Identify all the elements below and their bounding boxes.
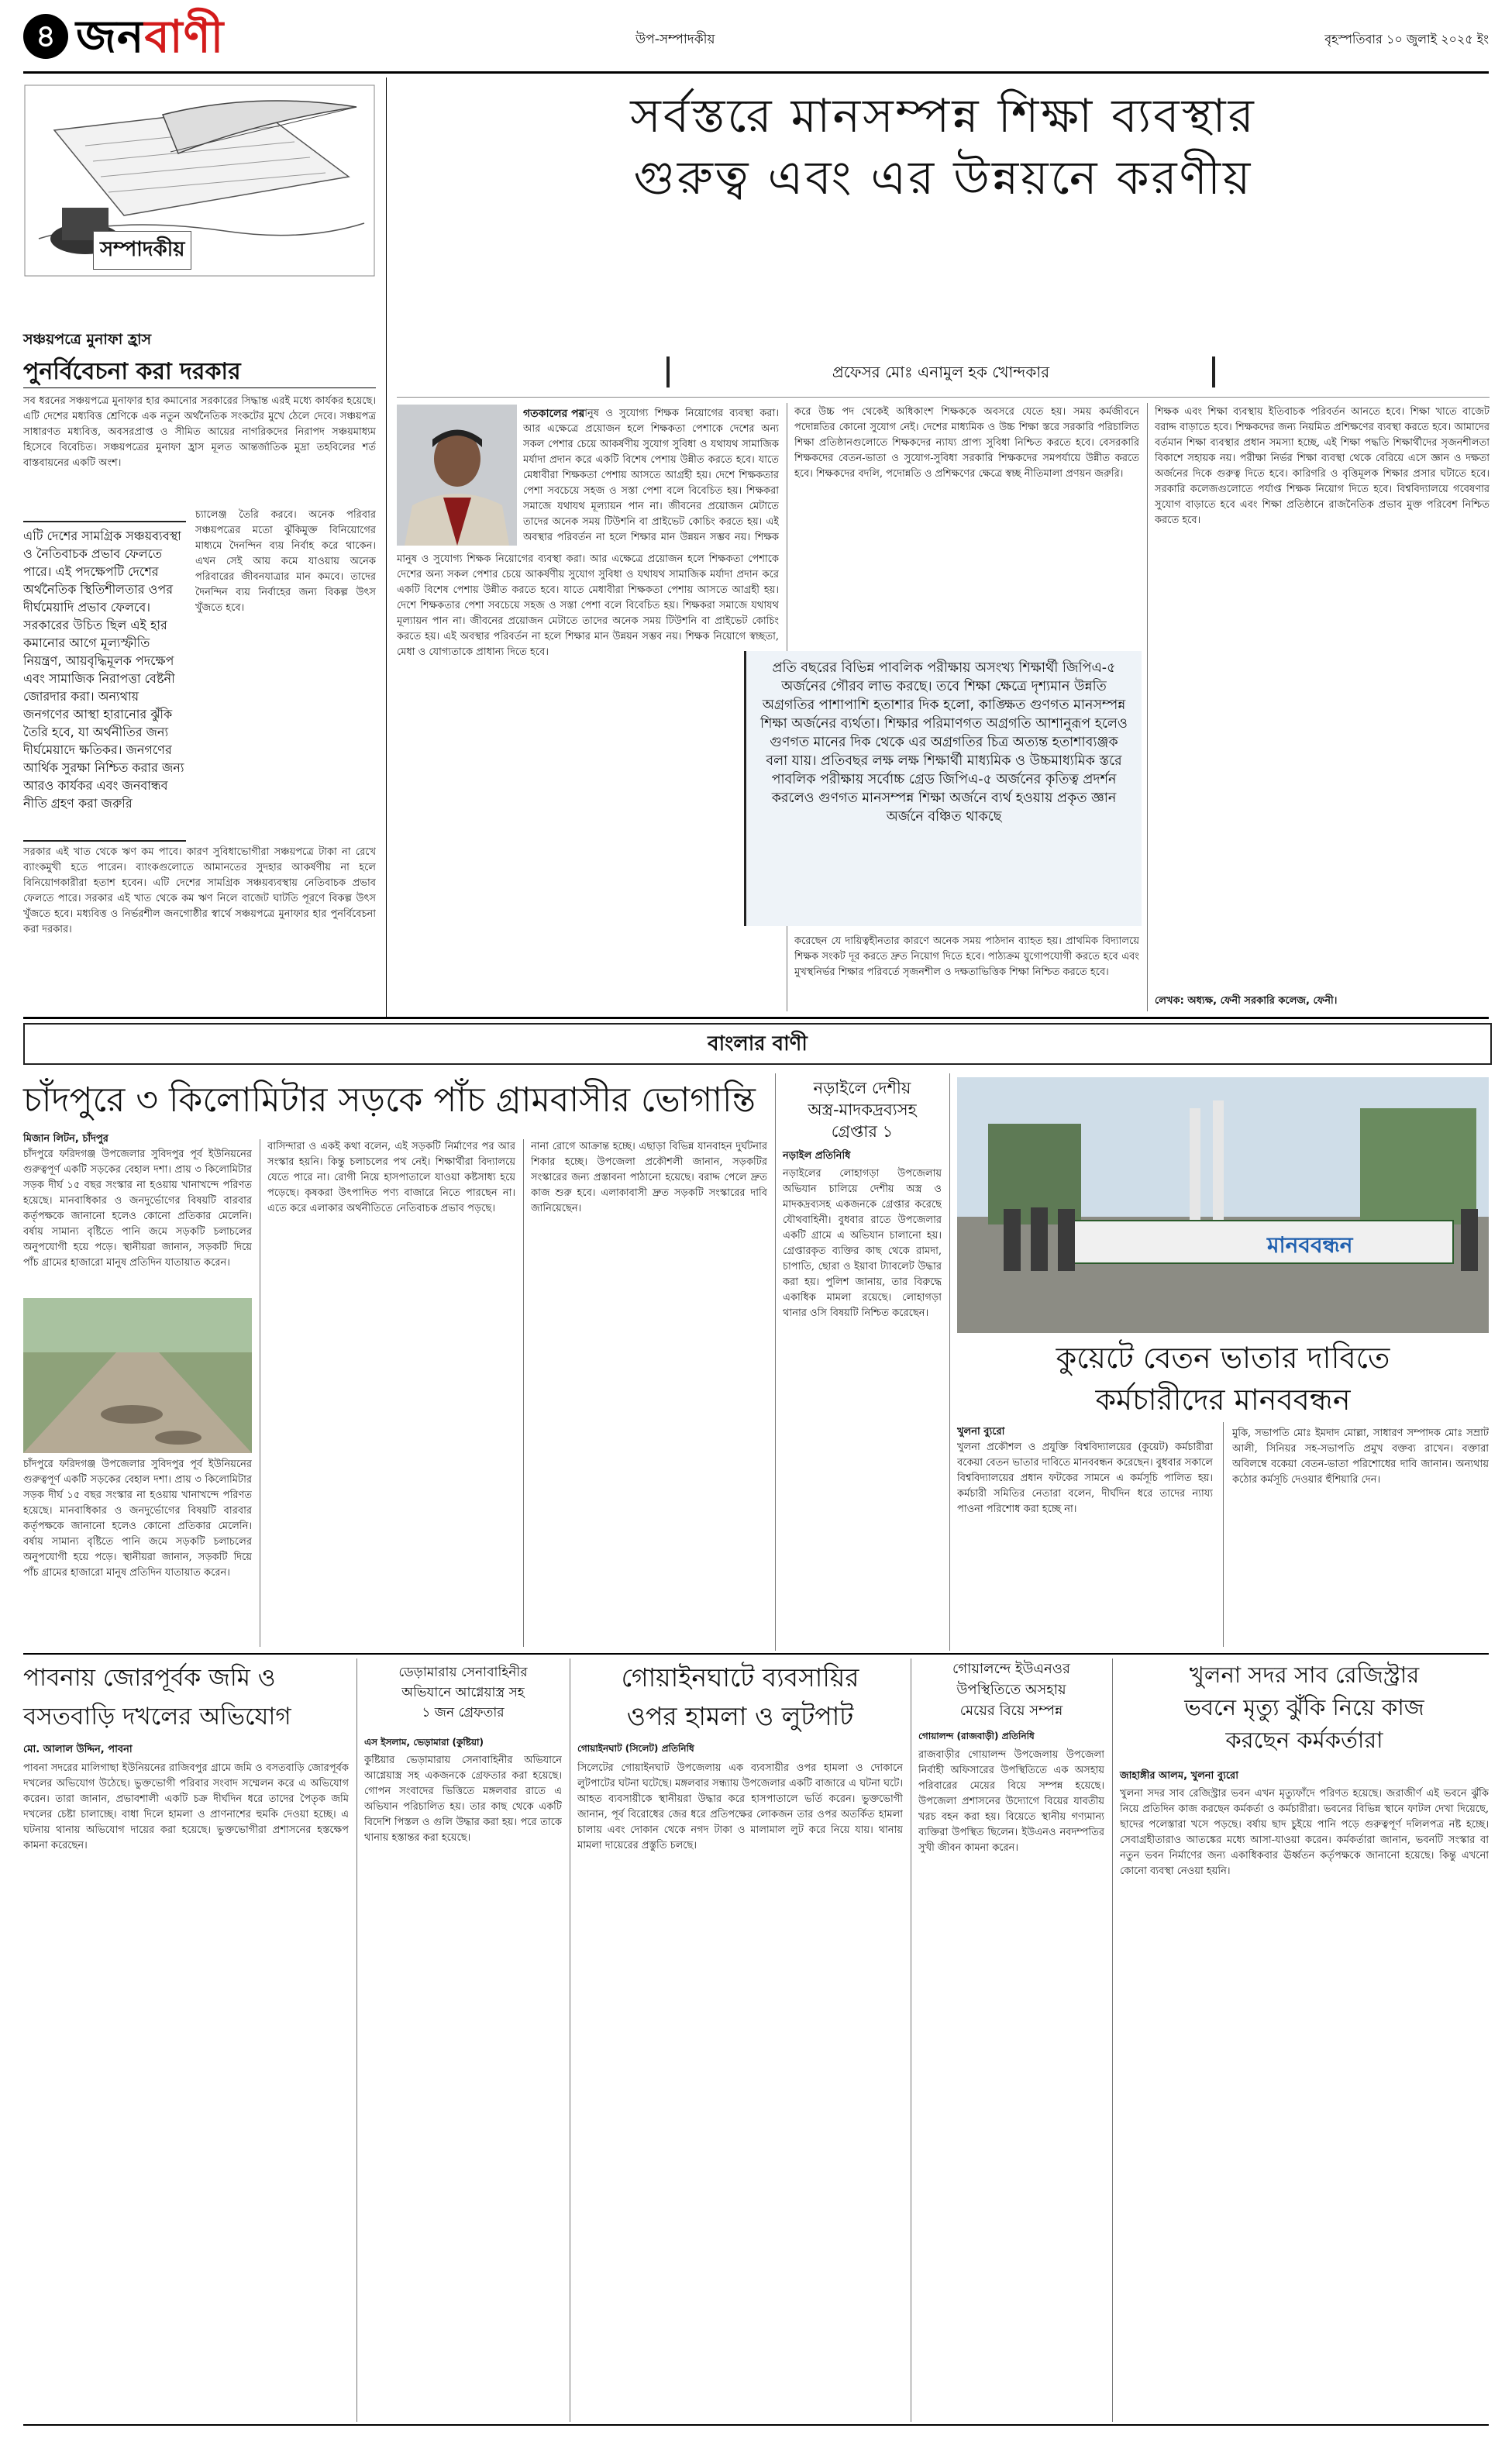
pabna-body: পাবনা সদরের মালিগাছা ইউনিয়নের রাজিবপুর গ্রামে জমি ও বসতবাড়ি জোরপূর্বক দখলের অভিযোগ উঠেছে। ভুক্তভোগী পরিবার সংবাদ সম্মেলন করে এ অভিযোগ করেন। তারা জানান, প্রভাবশালী একটি চক্র দীর্ঘদিন ধরে তাদের পৈতৃক জমি দখলের চেষ্টা চালাচ্ছে। বাধা দিলে হামলা ও প্রাণনাশের হুমকি দেওয়া হচ্ছে। এ ঘটনায় থানায় অভিযোগ দায়ের করা হয়েছে। ভুক্তভোগীরা প্রশাসনের হস্তক্ষেপ কামনা করেছেন। bbox=[23, 1762, 349, 1851]
author-photo bbox=[397, 405, 517, 546]
khulna-headline-line1: খুলনা সদর সাব রেজিস্ট্রার bbox=[1189, 1662, 1420, 1688]
kuwait-divider-left bbox=[949, 1073, 950, 1651]
kuwait-divider-mid bbox=[1223, 1422, 1224, 1647]
editorial-pull-quote bbox=[23, 521, 186, 842]
goainghat-headline-line2: ওপর হামলা ও লুটপাট bbox=[626, 1701, 854, 1731]
pabna-headline-line2: বসতবাড়ি দখলের অভিযোগ bbox=[23, 1703, 291, 1731]
pull-quote-text: এটি দেশের সামগ্রিক সঞ্চয়ব্যবস্থা ও নৈতিবাচক প্রভাব ফেলতে পারে। এই পদক্ষেপটি দেশের অর্থনৈতিক স্থিতিশীলতার ওপর দীর্ঘমেয়াদি প্রভাব ফেলবে। সরকারের উচিত ছিল এই হার কমানোর আগে মূল্যস্ফীতি নিয়ন্ত্রণ, আয়বৃদ্ধিমূলক পদক্ষেপ এবং সামাজিক নিরাপত্তা বেষ্টনী জোরদার করা। অন্যথায় জনগণের আস্থা হারানোর ঝুঁকি তৈরি হবে, যা অর্থনীতির জন্য দীর্ঘমেয়াদে ক্ষতিকর। জনগণের আর্থিক সুরক্ষা নিশ্চিত করার জন্য আরও কার্যকর এবং জনবান্ধব নীতি গ্রহণ করা জরুরি bbox=[23, 529, 184, 811]
feature-col1-body: মানুষ ও সুযোগ্য শিক্ষক নিয়োগের ব্যবস্থা করা। আর এক্ষেত্রে প্রয়োজন হলে শিক্ষকতা পেশাকে দেশের অন্য সকল পেশার চেয়ে আকর্ষণীয় সুযোগ সুবিধা ও যথাযথ সামাজিক মর্যাদা প্রদান করে একটি বিশেষ পেশায় উন্নীত করতে হবে। যাতে মেধাবীরা শিক্ষকতা পেশায় আসতে আগ্রহী হয়। দেশে শিক্ষকতার পেশা সবচেয়ে সহজ ও সস্তা পেশা বলে বিবেচিত হয়। শিক্ষকরা সমাজে যথাযথ মূল্যায়ন পান না। জীবনের প্রয়োজন মেটাতে তাদের অনেক সময় টিউশনি বা প্রাইভেট কোচিং করতে হয়। এই অবস্থার পরিবর্তন না হলে শিক্ষার মান উন্নয়ন সম্ভব নয়। শিক্ষক নিয়োগে স্বচ্ছতা, মেধা ও যোগ্যতাকে প্রাধান্য দিতে হবে। bbox=[397, 553, 779, 658]
narail-headline bbox=[783, 1077, 942, 1142]
khulna-headline-line3: করছেন কর্মকর্তারা bbox=[1225, 1727, 1383, 1753]
narail-divider-left bbox=[775, 1073, 776, 1651]
feature-col1-lead: গতকালের পর bbox=[523, 408, 585, 420]
feature-col2-lower: করেছেন যে দায়িত্বহীনতার কারণে অনেক সময় পাঠদান ব্যাহত হয়। প্রাথমিক বিদ্যালয়ে শিক্ষক সংকট দূর করতে দ্রুত নিয়োগ দিতে হবে। পাঠ্যক্রম যুগোপযোগী করতে হবে এবং মুখস্থনির্ভর শিক্ষার পরিবর্তে সৃজনশীল ও দক্ষতাভিত্তিক শিক্ষা নিশ্চিত করতে হবে। bbox=[794, 935, 1139, 978]
lower-section-rule bbox=[23, 1653, 1489, 1655]
page-number-badge: ৪ bbox=[23, 14, 68, 59]
khulna-headline bbox=[1120, 1658, 1489, 1756]
kuwait-byline: খুলনা ব্যুরো bbox=[957, 1426, 1005, 1438]
section-label: উপ-সম্পাদকীয় bbox=[635, 32, 715, 47]
byline-text: প্রফেসর মোঃ এনামুল হক খোন্দকার bbox=[832, 363, 1050, 381]
pabna-divider bbox=[356, 1658, 357, 2422]
kuwait-body2: মুকি, সভাপতি মোঃ ইমদাদ মোল্লা, সাধারণ সম্পাদক মোঃ সম্রাট আলী, সিনিয়র সহ-সভাপতি প্রমুখ বক্তব্য রাখেন। বক্তারা অবিলম্বে বকেয়া বেতন-ভাতা পরিশোধের দাবি জানান। অন্যথায় কঠোর কর্মসূচি দেওয়ার হুঁশিয়ারি দেন। bbox=[1232, 1428, 1489, 1486]
khulna-body: খুলনা সদর সাব রেজিস্ট্রার ভবন এখন মৃত্যুফাঁদে পরিণত হয়েছে। জরাজীর্ণ এই ভবনে ঝুঁকি নিয়ে প্রতিদিন কাজ করছেন কর্মকর্তা ও কর্মচারীরা। ভবনের বিভিন্ন স্থানে ফাটল দেখা দিয়েছে, ছাদের পলেস্তারা খসে পড়ছে। বর্ষায় ছাদ চুইয়ে পানি পড়ে গুরুত্বপূর্ণ দলিলপত্র নষ্ট হচ্ছে। সেবাগ্রহীতারাও আতঙ্কের মধ্যে আসা-যাওয়া করেন। কর্মকর্তারা জানান, ভবনটি সংস্কার বা নতুন ভবন নির্মাণের জন্য একাধিকবার ঊর্ধ্বতন কর্তৃপক্ষকে জানানো হয়েছে। কিন্তু এখনো কোনো ব্যবস্থা নেওয়া হয়নি। bbox=[1120, 1788, 1489, 1877]
goalanda-headline bbox=[918, 1658, 1104, 1721]
editorial-headline: পুনর্বিবেচনা করা দরকার bbox=[23, 358, 241, 385]
editorial-body-bottom: সরকার এই খাত থেকে ঋণ কম পাবে। কারণ সুবিধাভোগীরা সঞ্চয়পত্রে টাকা না রেখে ব্যাংকমুখী হতে পারেন। ব্যাংকগুলোতে আমানতের সুদহার আকর্ষণীয় না হলে বিনিয়োগকারীরা হতাশ হবেন। এটি দেশের সামগ্রিক সঞ্চয়ব্যবস্থায় নেতিবাচক প্রভাব ফেলতে পারে। সরকার এই খাত থেকে কম ঋণ নিলে বাজেট ঘাটতি পূরণে বিকল্প উৎস খুঁজতে হবে। মধ্যবিত্ত ও নির্ভরশীল জনগোষ্ঠীর স্বার্থে সঞ্চয়পত্রে মুনাফার হার পুনর্বিবেচনা করা দরকার। bbox=[23, 846, 376, 935]
editorial-kicker: সঞ্চয়পত্রে মুনাফা হ্রাস bbox=[23, 331, 152, 348]
chandpur-body3: নানা রোগে আক্রান্ত হচ্ছে। এছাড়া বিভিন্ন যানবাহন দুর্ঘটনার শিকার হচ্ছে। উপজেলা প্রকৌশলী জানান, সড়কটির সংস্কারের জন্য প্রস্তাবনা পাঠানো হয়েছে। বরাদ্দ পেলে দ্রুত কাজ শুরু হবে। এলাকাবাসী দ্রুত সড়কটি সংস্কারের দাবি জানিয়েছেন। bbox=[531, 1141, 767, 1214]
chandpur-headline: চাঁদপুরে ৩ কিলোমিটার সড়কে পাঁচ গ্রামবাসীর ভোগান্তি bbox=[23, 1080, 756, 1120]
chandpur-body: চাঁদপুরে ফরিদগঞ্জ উপজেলার সুবিদপুর পূর্ব ইউনিয়নের গুরুত্বপূর্ণ একটি সড়কের বেহাল দশা। প্রায় ৩ কিলোমিটার সড়ক দীর্ঘ ১৫ বছর সংস্কার না হওয়ায় খানাখন্দে পরিণত হয়েছে। মানবাধিকার ও জনদুর্ভোগের বিষয়টি বারবার কর্তৃপক্ষকে জানানো হলেও কোনো প্রতিকার মেলেনি। বর্ষায় সামান্য বৃষ্টিতে পানি জমে সড়কটি চলাচলের অনুপযোগী হয়ে পড়ে। স্থানীয়রা জানান, সড়কটি দিয়ে পাঁচ গ্রামের হাজারো মানুষ প্রতিদিন যাতায়াত করেন। bbox=[23, 1149, 252, 1269]
narail-body: নড়াইলের লোহাগড়া উপজেলায় অভিযান চালিয়ে দেশীয় অস্ত্র ও মাদকদ্রব্যসহ একজনকে গ্রেপ্তার করেছে যৌথবাহিনী। বুধবার রাতে উপজেলার একটি গ্রামে এ অভিযান চালানো হয়। গ্রেপ্তারকৃত ব্যক্তির কাছ থেকে রামদা, চাপাতি, ছোরা ও ইয়াবা ট্যাবলেট উদ্ধার করা হয়। পুলিশ জানায়, তার বিরুদ্ধে একাধিক মামলা রয়েছে। লোহাগড়া থানার ওসি বিষয়টি নিশ্চিত করেছেন। bbox=[783, 1168, 942, 1319]
feature-quote-box bbox=[744, 651, 1142, 926]
editorial-divider bbox=[386, 77, 387, 1017]
pabna-headline bbox=[23, 1658, 349, 1736]
goalanda-divider bbox=[1112, 1658, 1113, 2422]
feature-top-rule bbox=[397, 397, 1490, 398]
section-bar bbox=[23, 1023, 1492, 1065]
kuwait-banner-text: মানববন্ধন bbox=[1267, 1232, 1353, 1258]
khulna-headline-line2: ভবনে মৃত্যু ঝুঁকি নিয়ে কাজ bbox=[1184, 1694, 1424, 1720]
issue-date: বৃহস্পতিবার ১০ জুলাই ২০২৫ ইং bbox=[1324, 32, 1489, 46]
damaged-road-icon bbox=[23, 1298, 252, 1453]
human-chain-icon bbox=[957, 1077, 1489, 1333]
goainghat-byline: গোয়াইনঘাট (সিলেট) প্রতিনিধি bbox=[577, 1743, 694, 1754]
narail-headline-line1: নড়াইলে দেশীয় bbox=[813, 1079, 911, 1097]
goainghat-headline bbox=[577, 1658, 903, 1736]
feature-col-divider-2 bbox=[1147, 403, 1148, 1011]
khulna-byline: জাহাঙ্গীর আলম, খুলনা ব্যুরো bbox=[1120, 1770, 1238, 1782]
chandpur-byline: মিজান লিটন, চাঁদপুর bbox=[23, 1133, 108, 1145]
editorial-label-art bbox=[23, 84, 376, 277]
pabna-byline: মো. আলাল উদ্দিন, পাবনা bbox=[23, 1744, 133, 1755]
masthead bbox=[23, 11, 1489, 67]
section-bar-title: বাংলার বাণী bbox=[708, 1032, 808, 1056]
goalanda-byline: গোয়ালন্দ (রাজবাড়ী) প্রতিনিধি bbox=[918, 1731, 1035, 1741]
bheramara-headline-line3: ১ জন গ্রেফতার bbox=[422, 1705, 505, 1720]
chandpur-body-lower: চাঁদপুরে ফরিদগঞ্জ উপজেলার সুবিদপুর পূর্ব ইউনিয়নের গুরুত্বপূর্ণ একটি সড়কের বেহাল দশা। প্রায় ৩ কিলোমিটার সড়ক দীর্ঘ ১৫ বছর সংস্কার না হওয়ায় খানাখন্দে পরিণত হয়েছে। মানবাধিকার ও জনদুর্ভোগের বিষয়টি বারবার কর্তৃপক্ষকে জানানো হলেও কোনো প্রতিকার মেলেনি। বর্ষায় সামান্য বৃষ্টিতে পানি জমে সড়কটি চলাচলের অনুপযোগী হয়ে পড়ে। স্থানীয়রা জানান, সড়কটি দিয়ে পাঁচ গ্রামের হাজারো মানুষ প্রতিদিন যাতায়াত করেন। bbox=[23, 1459, 252, 1579]
goainghat-body: সিলেটের গোয়াইনঘাট উপজেলায় এক ব্যবসায়ীর ওপর হামলা ও দোকানে লুটপাটের ঘটনা ঘটেছে। মঙ্গলবার সন্ধ্যায় উপজেলার একটি বাজারে এ ঘটনা ঘটে। আহত ব্যবসায়ীকে স্থানীয়রা উদ্ধার করে হাসপাতালে ভর্তি করেন। ভুক্তভোগী জানান, পূর্ব বিরোধের জের ধরে প্রতিপক্ষের লোকজন তার ওপর অতর্কিত হামলা চালায় এবং দোকান থেকে নগদ টাকা ও মালামাল লুট করে নিয়ে যায়। থানায় মামলা দায়েরের প্রস্তুতি চলছে। bbox=[577, 1762, 903, 1851]
bheramara-headline bbox=[364, 1662, 562, 1723]
kuwait-headline bbox=[957, 1337, 1489, 1421]
section-top-rule bbox=[23, 1017, 1489, 1019]
narail-headline-line3: গ্রেপ্তার ১ bbox=[831, 1122, 894, 1141]
kuwait-headline-line2: কর্মচারীদের মানববন্ধন bbox=[1095, 1383, 1351, 1417]
goalanda-headline-line1: গোয়ালন্দে ইউএনওর bbox=[952, 1661, 1070, 1677]
editorial-label: সম্পাদকীয় bbox=[93, 231, 191, 270]
feature-quote-text: প্রতি বছরের বিভিন্ন পাবলিক পরীক্ষায় অসংখ্য শিক্ষার্থী জিপিএ-৫ অর্জনের গৌরব লাভ করছে। তবে শিক্ষা ক্ষেত্রে দৃশ্যমান উন্নতি অগ্রগতির পাশাপাশি হতাশার দিক হলো, কাঙ্ক্ষিত গুণগত মানসম্পন্ন শিক্ষা অর্জনের ব্যর্থতা। শিক্ষার পরিমাণগত অগ্রগতি আশানুরূপ হলেও গুণগত মানের দিক থেকে এর অগ্রগতির চিত্র অত্যন্ত হতাশাব্যঞ্জক বলা যায়। প্রতিবছর লক্ষ লক্ষ শিক্ষার্থী মাধ্যমিক ও উচ্চমাধ্যমিক স্তরে পাবলিক পরীক্ষায় সর্বোচ্চ গ্রেড জিপিএ-৫ অর্জনের কৃতিত্ব প্রদর্শন করলেও গুণগত মানসম্পন্ন শিক্ষা অর্জনে ব্যর্থ হওয়ায় প্রকৃত জ্ঞান অর্জনে বঞ্চিত থাকছে bbox=[760, 660, 1128, 825]
bheramara-body: কুষ্টিয়ার ভেড়ামারায় সেনাবাহিনীর অভিযানে আগ্নেয়াস্ত্র সহ একজনকে গ্রেফতার করা হয়েছে। গোপন সংবাদের ভিত্তিতে মঙ্গলবার রাতে এ অভিযান পরিচালিত হয়। তার কাছ থেকে একটি বিদেশি পিস্তল ও গুলি উদ্ধার করা হয়। পরে তাকে থানায় হস্তান্তর করা হয়েছে। bbox=[364, 1755, 562, 1844]
narail-byline: নড়াইল প্রতিনিধি bbox=[783, 1150, 851, 1162]
feature-col1-top: মানুষ ও সুযোগ্য শিক্ষক নিয়োগের ব্যবস্থা করা। আর এক্ষেত্রে প্রয়োজন হলে শিক্ষকতা পেশাকে দেশের অন্য সকল পেশার চেয়ে আকর্ষণীয় সুযোগ সুবিধা ও যথাযথ সামাজিক মর্যাদা প্রদান করে একটি বিশেষ পেশায় উন্নীত করতে হবে। যাতে মেধাবীরা শিক্ষকতা পেশায় আসতে আগ্রহী হয়। দেশে শিক্ষকতার পেশা সবচেয়ে সহজ ও সস্তা পেশা বলে বিবেচিত হয়। শিক্ষকরা সমাজে যথাযথ মূল্যায়ন পান না। জীবনের প্রয়োজন মেটাতে তাদের অনেক সময় টিউশনি বা প্রাইভেট কোচিং করতে হয়। এই অবস্থার পরিবর্তন না হলে শিক্ষার মান উন্নয়ন সম্ভব নয়। শিক্ষক bbox=[523, 408, 779, 543]
masthead-rule bbox=[23, 71, 1489, 74]
kuwait-headline-line1: কুয়েটে বেতন ভাতার দাবিতে bbox=[1056, 1341, 1390, 1375]
editorial-intro: সব ধরনের সঞ্চয়পত্রে মুনাফার হার কমানোর সরকারের সিদ্ধান্ত এরই মধ্যে কার্যকর হয়েছে। এটি দেশের মধ্যবিত্ত শ্রেণিকে এক নতুন অর্থনৈতিক সংকটের মুখে ঠেলে দেবে। সঞ্চয়পত্র সাধারণত মধ্যবিত্ত, অবসরপ্রাপ্ত ও সীমিত আয়ের নাগরিকদের নিরাপদ সঞ্চয়মাধ্যম হিসেবে বিবেচিত। সঞ্চয়পত্রের মুনাফা হ্রাস মূলত আন্তর্জাতিক মুদ্রা তহবিলের শর্ত বাস্তবায়নের একটি অংশ। bbox=[23, 395, 376, 469]
goainghat-headline-line1: গোয়াইনঘাটে ব্যবসায়ির bbox=[621, 1662, 859, 1693]
pabna-headline-line1: পাবনায় জোরপূর্বক জমি ও bbox=[23, 1664, 276, 1692]
feature-col3: শিক্ষক এবং শিক্ষা ব্যবস্থায় ইতিবাচক পরিবর্তন আনতে হবে। শিক্ষা খাতে বাজেট বরাদ্দ বাড়াতে হবে। শিক্ষকদের জন্য নিয়মিত প্রশিক্ষণের ব্যবস্থা করতে হবে। আমাদের বর্তমান শিক্ষা ব্যবস্থার প্রধান সমস্যা হচ্ছে, এই শিক্ষা পদ্ধতি শিক্ষার্থীদের সৃজনশীলতা বিকাশে সহায়ক নয়। পরীক্ষা নির্ভর শিক্ষা ব্যবস্থা থেকে বেরিয়ে এসে জ্ঞান ও দক্ষতা অর্জনের দিকে গুরুত্ব দিতে হবে। কারিগরি ও বৃত্তিমূলক শিক্ষার প্রসার ঘটাতে হবে। সরকারি কলেজগুলোতে পর্যাপ্ত শিক্ষক নিয়োগ দিতে হবে। বিশ্ববিদ্যালয়ে গবেষণার সুযোগ বাড়াতে হবে এবং শিক্ষা প্রতিষ্ঠানে রাজনৈতিক প্রভাব মুক্ত পরিবেশ নিশ্চিত করতে হবে। bbox=[1155, 406, 1490, 526]
logo-part-red: বাণী bbox=[144, 10, 225, 63]
logo-part-black: জন bbox=[76, 10, 145, 63]
goalanda-body: রাজবাড়ীর গোয়ালন্দ উপজেলায় উপজেলা নির্বাহী অফিসারের উপস্থিতিতে এক অসহায় পরিবারের মেয়ের বিয়ে সম্পন্ন হয়েছে। উপজেলা প্রশাসনের উদ্যোগে বিয়ের যাবতীয় খরচ বহন করা হয়। বিয়েতে স্থানীয় গণ্যমান্য ব্যক্তিরা উপস্থিত ছিলেন। ইউএনও নবদম্পতির সুখী জীবন কামনা করেন। bbox=[918, 1749, 1104, 1854]
feature-byline bbox=[666, 356, 1215, 387]
feature-headline bbox=[397, 85, 1490, 209]
bheramara-headline-line1: ডেড়ামারায় সেনাবাহিনীর bbox=[398, 1665, 528, 1680]
chandpur-divider-2 bbox=[523, 1139, 524, 1647]
chandpur-road-photo bbox=[23, 1298, 252, 1453]
editorial-body-right: চ্যালেঞ্জ তৈরি করবে। অনেক পরিবার সঞ্চয়পত্রের মতো ঝুঁকিমুক্ত বিনিয়োগের মাধ্যমে দৈনন্দিন ব্যয় নির্বাহ করে থাকেন। এখন সেই আয় কমে যাওয়ায় অনেক পরিবারের জীবনযাত্রার মান কমবে। তাদের দৈনন্দিন ব্যয় নির্বাহের জন্য বিকল্প উৎস খুঁজতে হবে। bbox=[195, 509, 376, 614]
page-bottom-rule bbox=[23, 2424, 1489, 2426]
feature-col2-top: করে উচ্চ পদ থেকেই অধিকাংশ শিক্ষককে অবসরে যেতে হয়। সময় কর্মজীবনে পদোন্নতির কোনো সুযোগ নেই। দেশের মাধ্যমিক ও উচ্চ শিক্ষা স্তরে সরকারি পরিচালিত শিক্ষা প্রতিষ্ঠানগুলোতে শিক্ষকদের ন্যায্য প্রাপ্য সুবিধা নিশ্চিত করতে হবে। বেসরকারি শিক্ষকদের বেতন-ভাতা ও সুযোগ-সুবিধা সরকারি শিক্ষকদের সমপর্যায়ে উন্নীত করতে হবে। শিক্ষকদের বদলি, পদোন্নতি ও প্রশিক্ষণের ক্ষেত্রে স্বচ্ছ নীতিমালা প্রণয়ন জরুরি। bbox=[794, 406, 1139, 480]
author-portrait-icon bbox=[397, 405, 517, 546]
goalanda-headline-line2: উপস্থিতিতে অসহায় bbox=[956, 1682, 1066, 1698]
editorial-headline-rule bbox=[23, 387, 376, 388]
goalanda-headline-line3: মেয়ের বিয়ে সম্পন্ন bbox=[959, 1703, 1063, 1719]
kuwait-rally-photo bbox=[957, 1077, 1489, 1333]
feature-author-note: লেখক: অধ্যক্ষ, ফেনী সরকারি কলেজ, ফেনী। bbox=[1155, 995, 1338, 1007]
bheramara-headline-line2: অভিযানে আগ্নেয়াস্ত্র সহ bbox=[401, 1685, 525, 1700]
kuwait-body: খুলনা প্রকৌশল ও প্রযুক্তি বিশ্ববিদ্যালয়ের (কুয়েট) কর্মচারীরা বকেয়া বেতন ভাতার দাবিতে মানববন্ধন করেছেন। বুধবার সকালে বিশ্ববিদ্যালয়ের প্রধান ফটকের সামনে এ কর্মসূচি পালিত হয়। কর্মচারী সমিতির নেতারা বলেন, দীর্ঘদিন ধরে তাদের ন্যায্য পাওনা পরিশোধ করা হচ্ছে না। bbox=[957, 1441, 1213, 1515]
bheramara-byline: এস ইসলাম, ভেড়ামারা (কুষ্টিয়া) bbox=[364, 1737, 484, 1748]
narail-headline-line2: অস্ত্র-মাদকদ্রব্যসহ bbox=[808, 1100, 917, 1119]
chandpur-body2: বাসিন্দারা ও একই কথা বলেন, এই সড়কটি নির্মাণের পর আর সংস্কার হয়নি। কিন্তু চলাচলের পথ নেই। শিক্ষার্থীরা বিদ্যালয়ে যেতে পারে না। রোগী নিয়ে হাসপাতালে যাওয়া কষ্টসাধ্য হয়ে পড়েছে। কৃষকরা উৎপাদিত পণ্য বাজারে নিতে পারছেন না। এতে করে এলাকার অর্থনীতিতে নেতিবাচক প্রভাব পড়ছে। bbox=[267, 1141, 515, 1214]
feature-headline-line1: সর্বস্তরে মানসম্পন্ন শিক্ষা ব্যবস্থার bbox=[630, 89, 1256, 143]
feature-headline-line2: গুরুত্ব এবং এর উন্নয়নে করণীয় bbox=[633, 151, 1253, 205]
quill-inkpot-icon bbox=[23, 84, 376, 277]
newspaper-logo bbox=[76, 11, 224, 62]
